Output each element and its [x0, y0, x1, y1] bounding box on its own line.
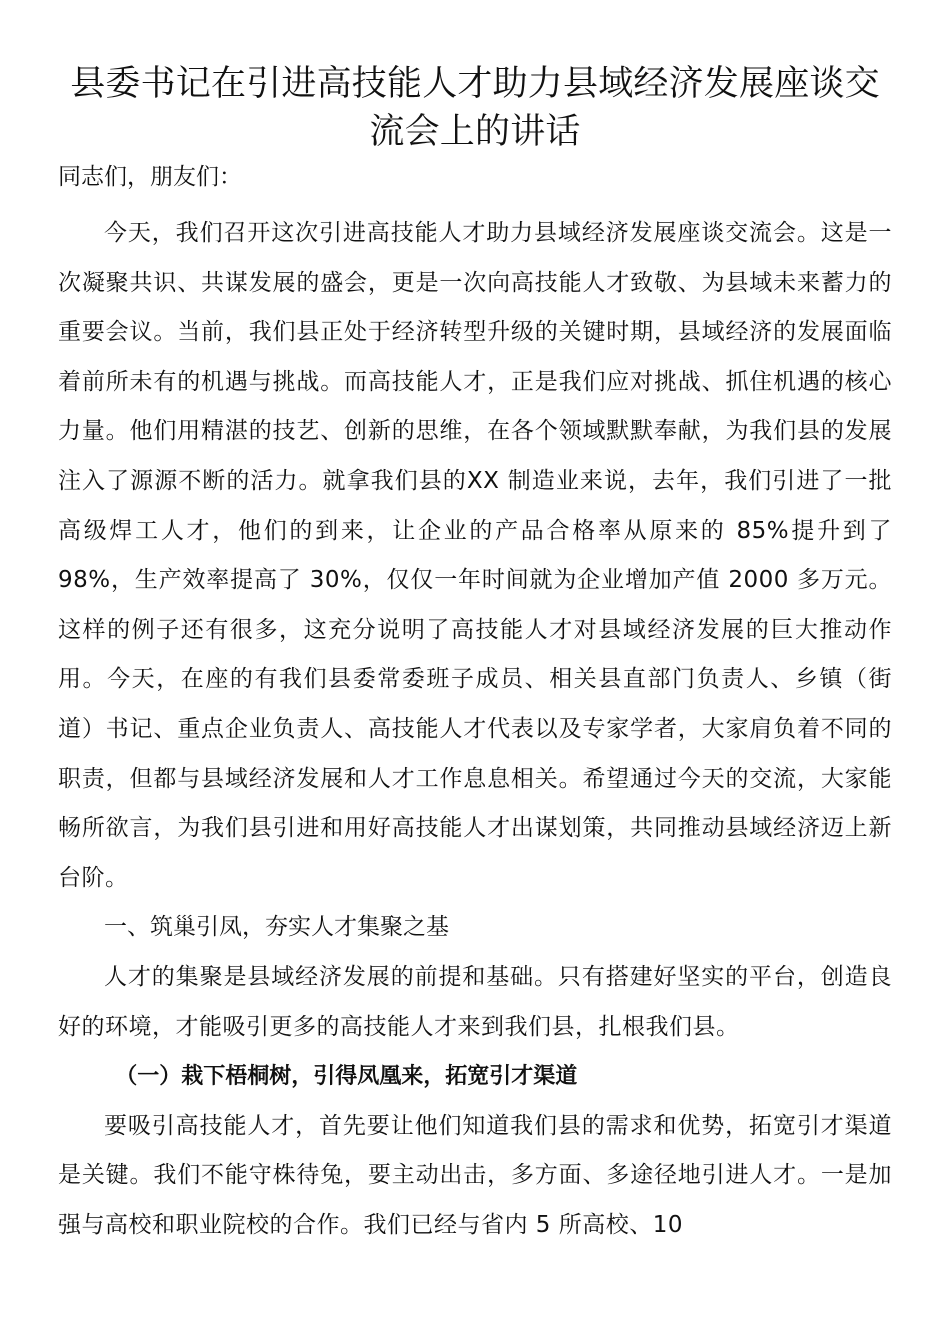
subsection-heading-1: （一）栽下梧桐树，引得凤凰来，拓宽引才渠道 — [115, 1064, 578, 1090]
section-heading-1: 一、筑巢引凤，夯实人才集聚之基 — [104, 914, 449, 941]
paragraph-subsection-1: 要吸引高技能人才，首先要让他们知道我们县的需求和优势，拓宽引才渠道是关键。我们不能守株待兔，要主动出击，多方面、多途径地引进人才。一是加强与高校和职业院校的合作。我们已经与省内 5 所高校、10 — [58, 1112, 892, 1238]
document-page — [58, 60, 892, 1250]
paragraph-intro: 今天，我们召开这次引进高技能人才助力县域经济发展座谈交流会。这是一次凝聚共识、共谋发展的盛会，更是一次向高技能人才致敬、为县域未来蓄力的重要会议。当前，我们县正处于经济转型升级的关键时期，县域经济的发展面临着前所未有的机遇与挑战。而高技能人才，正是我们应对挑战、抓住机遇的核心力量。他们用精湛的技艺、创新的思维，在各个领域默默奉献，为我们县的发展注入了源源不断的活力。就拿我们县的XX 制造业来说，去年，我们引进了一批高级焊工人才，他们的到来，让企业的产品合格率从原来的 85%提升到了 98%，生产效率提高了 30%，仅仅一年时间就为企业增加产值 2000 多万元。这样的例子还有很多，这充分说明了高技能人才对县域经济发展的巨大推动作用。今天，在座的有我们县委常委班子成员、相关县直部门负责人、乡镇（街道）书记、重点企业负责人、高技能人才代表以及专家学者，大家肩负着不同的职责，但都与县域经济发展和人才工作息息相关。希望通过今天的交流，大家能畅所欲言，为我们县引进和用好高技能人才出谋划策，共同推动县域经济迈上新台阶。 — [58, 220, 892, 891]
salutation: 同志们，朋友们： — [58, 164, 242, 190]
paragraph-section-1: 人才的集聚是县域经济发展的前提和基础。只有搭建好坚实的平台，创造良好的环境，才能吸引更多的高技能人才来到我们县，扎根我们县。 — [58, 963, 892, 1040]
document-title: 县委书记在引进高技能人才助力县域经济发展座谈交流会上的讲话 — [70, 64, 880, 152]
